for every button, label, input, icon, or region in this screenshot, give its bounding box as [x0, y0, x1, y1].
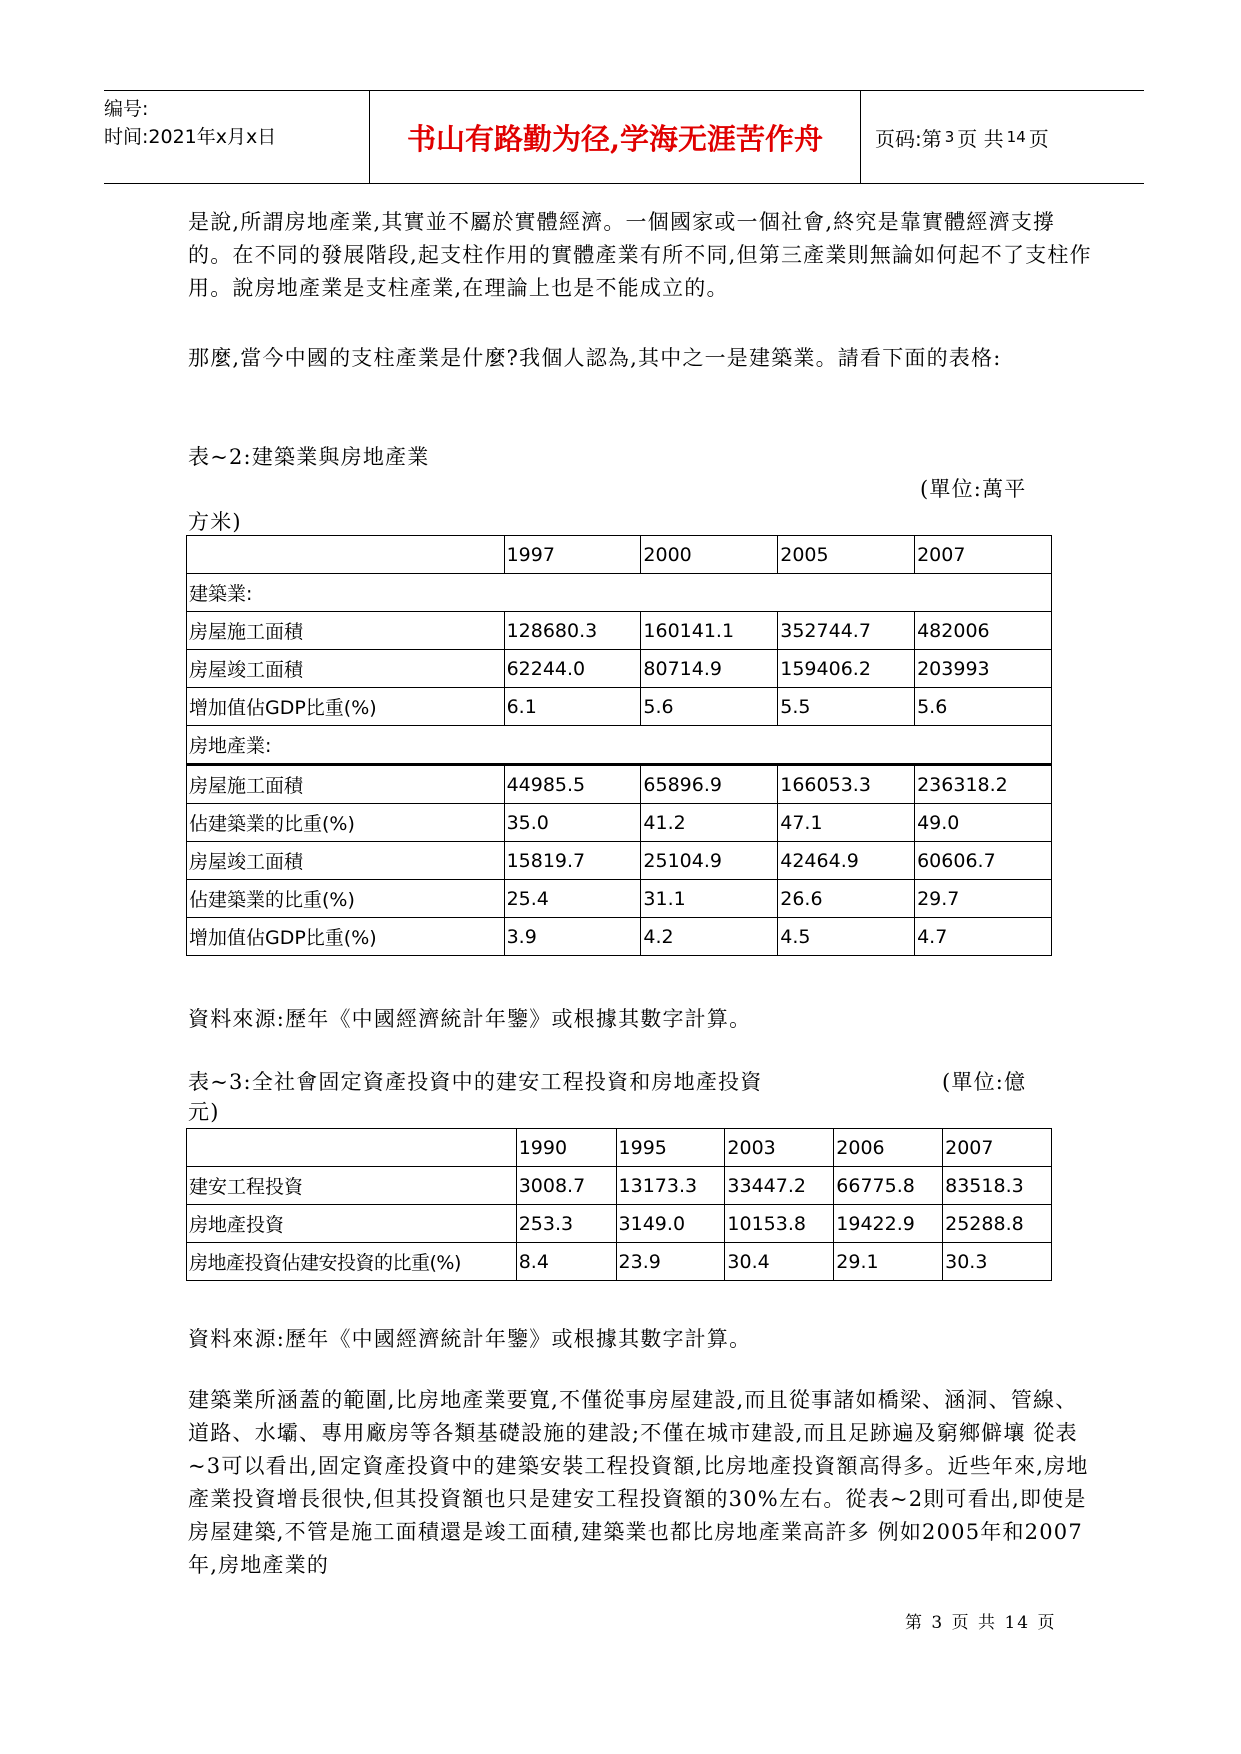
table-cell: 166053.3: [778, 765, 915, 804]
header-page-current: 3: [944, 128, 955, 146]
header-page-prefix: 页码:第: [875, 126, 942, 151]
table-section-row: [187, 574, 1052, 612]
table3-unit: (單位:億: [942, 1070, 1027, 1094]
row-label: 房屋竣工面積: [187, 650, 505, 688]
table-section-row: [187, 726, 1052, 765]
table-row: [187, 1205, 1052, 1243]
footer-current: 3: [931, 1613, 945, 1633]
table-cell: 41.2: [641, 804, 778, 842]
table-cell: 8.4: [516, 1243, 616, 1281]
table3-unit-cont: 元): [188, 1100, 220, 1124]
table-cell: 482006: [915, 612, 1052, 650]
serial-label: 编号:: [104, 98, 149, 120]
table-cell: 65896.9: [641, 765, 778, 804]
table-cell: 80714.9: [641, 650, 778, 688]
footer-suffix: 页: [1037, 1613, 1057, 1633]
section-label-construction: 建築業:: [187, 574, 1052, 612]
row-label: 房地產投資佔建安投資的比重(%): [187, 1243, 517, 1281]
table-cell: 25288.8: [943, 1205, 1052, 1243]
table-cell: 30.4: [725, 1243, 834, 1281]
table-cell: 26.6: [778, 880, 915, 918]
header-page-suffix: 页: [1028, 126, 1049, 151]
row-label: 房屋施工面積: [187, 612, 505, 650]
table-row: [187, 880, 1052, 918]
table-cell: 4.5: [778, 918, 915, 956]
table-cell: 6.1: [504, 688, 641, 726]
table-cell: 44985.5: [504, 765, 641, 804]
paragraph-2: 那麼,當今中國的支柱產業是什麼?我個人認為,其中之一是建築業。請看下面的表格:: [188, 346, 1002, 370]
header-page-total: 14: [1006, 128, 1026, 146]
table-row: [187, 842, 1052, 880]
paragraph-1: 是說,所謂房地產業,其實並不屬於實體經濟。一個國家或一個社會,終究是靠實體經濟支撐的。在不同的發展階段,起支柱作用的實體產業有所不同,但第三產業則無論如何起不了支柱作用。說房地產業是支柱產業,在理論上也是不能成立的。: [188, 210, 1092, 300]
table-header-cell: 2005: [778, 536, 915, 574]
page-footer: [905, 1608, 1057, 1633]
table-row: [187, 612, 1052, 650]
table3-source: 資料來源:歷年《中國經濟統計年鑒》或根據其數字計算。: [188, 1327, 752, 1351]
table-cell: 29.1: [834, 1243, 943, 1281]
table2-unit-cont: 方米): [188, 510, 242, 534]
table-cell: 66775.8: [834, 1167, 943, 1205]
paragraph-3: 建築業所涵蓋的範圍,比房地產業要寬,不僅從事房屋建設,而且從事諸如橋梁、涵洞、管線、道路、水壩、專用廠房等各類基礎設施的建設;不僅在城市建設,而且足跡遍及窮鄉僻壤 從表~3可以看出,固定資產投資中的建築安裝工程投資額,比房地產投資額高得多。近些年來,房地產業投資增長很快,但其投資額也只是建安工程投資額的30%左右。從表~2則可看出,即使是房屋建築,不管是施工面積還是竣工面積,建築業也都比房地產業高許多 例如2005年和2007年,房地產業的: [188, 1388, 1089, 1577]
table2-unit: (單位:萬平: [920, 477, 1027, 501]
table-cell: 29.7: [915, 880, 1052, 918]
row-label: 佔建築業的比重(%): [187, 880, 505, 918]
table-cell: 42464.9: [778, 842, 915, 880]
table-row: [187, 918, 1052, 956]
row-label: 房屋竣工面積: [187, 842, 505, 880]
table-cell: 15819.7: [504, 842, 641, 880]
table-row: [187, 688, 1052, 726]
table-cell: 31.1: [641, 880, 778, 918]
table-cell: 19422.9: [834, 1205, 943, 1243]
table-row: [187, 1129, 1052, 1167]
table-header-cell: 1990: [516, 1129, 616, 1167]
table-row: [187, 765, 1052, 804]
row-label: 佔建築業的比重(%): [187, 804, 505, 842]
section-label-realestate: 房地產業:: [187, 726, 1052, 765]
table-cell: 10153.8: [725, 1205, 834, 1243]
table3-caption: 表~3:全社會固定資產投資中的建安工程投資和房地產投資: [188, 1070, 763, 1094]
row-label: 增加值佔GDP比重(%): [187, 688, 505, 726]
table-cell: 35.0: [504, 804, 641, 842]
table-cell: 352744.7: [778, 612, 915, 650]
table-row: [187, 650, 1052, 688]
table-header-cell: 1997: [504, 536, 641, 574]
header-meta: [104, 91, 370, 183]
table-cell: 253.3: [516, 1205, 616, 1243]
table-row: [187, 804, 1052, 842]
table-header-cell: 1995: [616, 1129, 725, 1167]
table-cell: 128680.3: [504, 612, 641, 650]
table-cell: 4.7: [915, 918, 1052, 956]
table-cell: 3149.0: [616, 1205, 725, 1243]
table-header-cell: 2007: [915, 536, 1052, 574]
table-cell: 159406.2: [778, 650, 915, 688]
table2: [186, 535, 1052, 956]
table-cell: 47.1: [778, 804, 915, 842]
table-cell: 5.5: [778, 688, 915, 726]
table-row: [187, 536, 1052, 574]
page-header: [104, 90, 1144, 184]
footer-prefix: 第: [905, 1613, 924, 1633]
table-cell: 25104.9: [641, 842, 778, 880]
table-header-cell: [187, 1129, 517, 1167]
header-page-mid: 页 共: [957, 126, 1004, 151]
table-row: [187, 1167, 1052, 1205]
table-header-cell: 2007: [943, 1129, 1052, 1167]
table2-caption: 表~2:建築業與房地產業: [188, 445, 430, 469]
row-label: 建安工程投資: [187, 1167, 517, 1205]
row-label: 增加值佔GDP比重(%): [187, 918, 505, 956]
table-cell: 62244.0: [504, 650, 641, 688]
row-label: 房地產投資: [187, 1205, 517, 1243]
table3: [186, 1128, 1052, 1281]
footer-mid: 页 共: [951, 1613, 998, 1633]
table-header-cell: [187, 536, 505, 574]
table-cell: 83518.3: [943, 1167, 1052, 1205]
table-cell: 49.0: [915, 804, 1052, 842]
table-cell: 13173.3: [616, 1167, 725, 1205]
table-cell: 5.6: [641, 688, 778, 726]
table-cell: 236318.2: [915, 765, 1052, 804]
header-page-number: [861, 91, 1144, 183]
table-header-cell: 2003: [725, 1129, 834, 1167]
table-cell: 25.4: [504, 880, 641, 918]
table-cell: 3.9: [504, 918, 641, 956]
footer-total: 14: [1004, 1613, 1031, 1633]
table-cell: 3008.7: [516, 1167, 616, 1205]
table-cell: 23.9: [616, 1243, 725, 1281]
table-cell: 30.3: [943, 1243, 1052, 1281]
time-label: 时间:2021年x月x日: [104, 126, 277, 148]
row-label: 房屋施工面積: [187, 765, 505, 804]
table-row: [187, 1243, 1052, 1281]
table-header-cell: 2006: [834, 1129, 943, 1167]
header-motto: 书山有路勤为径,学海无涯苦作舟: [370, 91, 861, 183]
table-cell: 60606.7: [915, 842, 1052, 880]
table-cell: 33447.2: [725, 1167, 834, 1205]
table2-source: 資料來源:歷年《中國經濟統計年鑒》或根據其數字計算。: [188, 1007, 752, 1031]
table-cell: 4.2: [641, 918, 778, 956]
table-cell: 5.6: [915, 688, 1052, 726]
table-header-cell: 2000: [641, 536, 778, 574]
table-cell: 160141.1: [641, 612, 778, 650]
table-cell: 203993: [915, 650, 1052, 688]
